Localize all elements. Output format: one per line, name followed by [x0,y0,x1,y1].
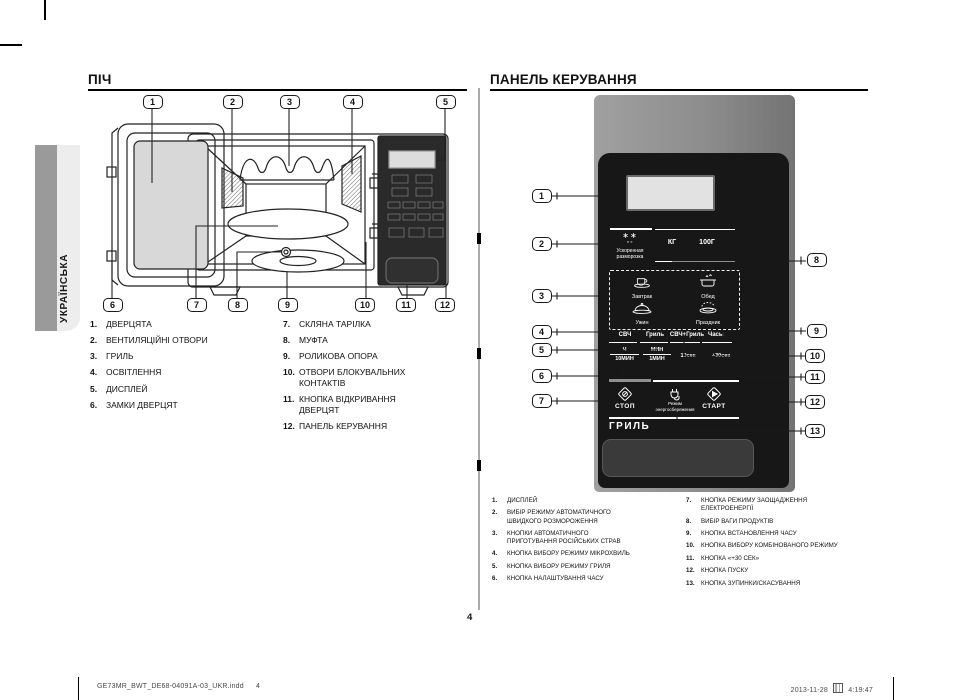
latch-hole-bottom [370,224,378,238]
tofu-glyph [833,683,843,693]
coupler [282,248,291,257]
oven-foot [210,287,240,295]
legend-item: 4. КНОПКА ВИБОРУ РЕЖИМУ МІКРОХВИЛЬ [492,550,630,558]
legend-item: 3. ГРИЛЬ [90,351,134,362]
legend-item: 2. ВИБІР РЕЖИМУ АВТОМАТИЧНОГО ШВИДКОГО РОЗМОРОЖЕННЯ [492,509,611,525]
door-outer [118,124,224,286]
language-tab [35,145,80,331]
mini-control-panel [378,136,446,285]
start-button: СТАРТ [702,403,726,410]
defrost-button: Ускоренная разморозка [616,248,644,261]
callout-panel-11: 11 [805,370,825,384]
display [626,175,715,211]
legend-item: 7. СКЛЯНА ТАРІЛКА [283,319,371,329]
callout-oven-12: 12 [435,298,455,312]
door-rim [127,133,215,277]
vent-left [222,168,243,208]
panel-line [609,379,651,382]
panel-line [653,380,739,382]
legend-item: 5. КНОПКА ВИБОРУ РЕЖИМУ ГРИЛЯ [492,562,611,570]
panel-legend-col-a [492,497,638,588]
legend-item: 5. ДИСПЛЕЙ [90,383,148,394]
mini-door-open-button [386,258,438,283]
legend-item: 11. КНОПКА «+30 СЕК» [686,554,760,562]
defrost-icon: ∗∗ ◦◦ [622,231,638,246]
legend-item: 10. КНОПКА ВИБОРУ КОМБІНОВАНОГО РЕЖИМУ [686,542,838,550]
fraction-bar [610,354,639,355]
crop-mark-bottom-left [78,677,79,700]
legend-item: 1. ДВЕРЦЯТА [90,319,152,329]
oven-legend-col-a [90,319,268,416]
lunch-icon [698,273,718,288]
cavity-frame [196,140,374,270]
panel-legend-col-b [686,497,852,592]
divider-dash [477,233,481,244]
panel-line [610,228,652,230]
callout-panel-5: 5 [532,343,552,357]
callout-oven-11: 11 [396,298,416,312]
legend-item: 11. КНОПКА ВІДКРИВАННЯ ДВЕРЦЯТ [283,394,396,415]
lunch-button: Обед [680,273,736,300]
footer-filename: GE73MR_BWT_DE68-04091A-03_UKR.indd 4 [97,683,261,690]
roller-ring [252,250,344,272]
footer-timestamp: 2013-11-28 4:19:47 [791,683,873,694]
panel-line [655,261,735,262]
stop-icon [617,386,633,402]
latch-hole-top [370,174,378,188]
100g-label: 100Г [699,239,715,246]
legend-item: 3. КНОПКИ АВТОМАТИЧНОГО ПРИГОТУВАННЯ РОСІЙСЬКИХ СТРАВ [492,529,621,546]
crop-mark-bottom-right [893,677,894,700]
callout-oven-4: 4 [343,95,363,109]
holiday-icon [698,301,718,314]
grill-caption: ГРИЛЬ [609,421,651,432]
cavity-back-wall [246,184,326,236]
grill-element [240,157,334,180]
breakfast-icon [632,275,652,288]
dinner-icon [632,301,652,314]
holiday-button: Праздник [678,301,738,326]
eco-icon [667,386,683,402]
legend-item: 9. КНОПКА ВСТАНОВЛЕННЯ ЧАСУ [686,529,797,537]
hour-10min-button: Ч 10МИН [608,347,641,362]
page-number: 4 [467,612,473,623]
callout-oven-5: 5 [436,95,456,109]
callout-panel-2: 2 [532,237,552,251]
crop-mark-top [44,0,46,20]
door-lock-top [107,167,116,177]
panel-line [670,342,700,343]
callout-oven-3: 3 [280,95,300,109]
panel-line [640,342,668,343]
callout-panel-7: 7 [532,394,552,408]
panel-line [609,342,637,343]
oven-diagram [88,93,460,305]
fraction-bar [643,354,671,355]
callout-panel-1: 1 [532,189,552,203]
vent-right [342,156,361,212]
10sec-button: 10сек [680,353,696,359]
panel-section-title: ПАНЕЛЬ КЕРУВАННЯ [490,72,637,87]
oven-leader-lines [112,109,446,298]
callout-panel-3: 3 [532,289,552,303]
start-icon [706,386,722,402]
breakfast-button: Завтрак [614,275,670,300]
legend-item: 10. ОТВОРИ БЛОКУВАЛЬНИХ КОНТАКТІВ [283,367,406,388]
clock-button: Часы [707,332,724,338]
legend-item: 2. ВЕНТИЛЯЦІЙНІ ОТВОРИ [90,335,208,346]
crop-mark-left [0,44,22,46]
divider-dash [477,348,481,359]
callout-oven-10: 10 [355,298,375,312]
language-label: УКРАЇНСЬКА [59,253,70,323]
mini-display [389,151,435,168]
legend-item: 1. ДИСПЛЕЙ [492,497,538,504]
callout-panel-9: 9 [807,324,827,338]
panel-line [702,342,732,343]
callout-oven-2: 2 [223,95,243,109]
glass-tray [228,209,348,239]
door-lock-bottom [107,251,116,261]
oven-cabinet [188,134,448,287]
callout-oven-9: 9 [278,298,298,312]
control-panel-diagram [594,95,795,492]
door-open-button [602,439,754,477]
callout-panel-8: 8 [807,253,827,267]
door-glass [134,141,208,269]
legend-item: 9. РОЛИКОВА ОПОРА [283,351,378,362]
oven-section-title: ПІЧ [88,72,112,87]
oven-foot [398,287,428,295]
min-1min-button: МИН 1МИН [641,347,673,362]
panel-line [655,229,735,230]
stop-button: СТОП [614,403,636,410]
callout-panel-10: 10 [805,349,825,363]
legend-item: 6. ЗАМКИ ДВЕРЦЯТ [90,399,178,410]
grill-button: Гриль [645,332,665,338]
panel-title-rule [490,89,868,91]
eco-button: Режим энергосбережения [655,401,695,412]
legend-item: 13. КНОПКА ЗУПИНКИ/СКАСУВАННЯ [686,579,801,587]
legend-item: 8. ВИБІР ВАГИ ПРОДУКТІВ [686,517,774,525]
kg-label: КГ [667,239,677,246]
oven-title-rule [88,89,467,91]
divider-dash [477,460,481,471]
legend-item: 7. КНОПКА РЕЖИМУ ЗАОЩАДЖЕННЯ ЕЛЕКТРОЕНЕРГІЇ [686,497,808,513]
cavity-opening [205,146,365,264]
callout-panel-13: 13 [805,424,825,438]
callout-panel-4: 4 [532,325,552,339]
legend-item: 8. МУФТА [283,335,328,346]
legend-item: 6. КНОПКА НАЛАШТУВАННЯ ЧАСУ [492,575,604,583]
legend-item: 12. КНОПКА ПУСКУ [686,567,749,575]
callout-panel-6: 6 [532,369,552,383]
callout-oven-8: 8 [228,298,248,312]
callout-oven-6: 6 [103,298,123,312]
panel-line [609,417,739,419]
combi-button: СВЧ+Гриль [669,332,705,338]
oven-legend-col-b [283,319,413,437]
dinner-button: Ужин [614,301,670,326]
callout-panel-12: 12 [805,395,825,409]
legend-item: 12. ПАНЕЛЬ КЕРУВАННЯ [283,420,388,431]
callout-oven-1: 1 [143,95,163,109]
language-tab-dark-strip [35,145,57,331]
plus-30sec-button: +30сек [711,353,731,359]
micro-button: СВЧ [618,332,632,338]
legend-item: 4. ОСВІТЛЕННЯ [90,367,162,378]
callout-oven-7: 7 [187,298,207,312]
